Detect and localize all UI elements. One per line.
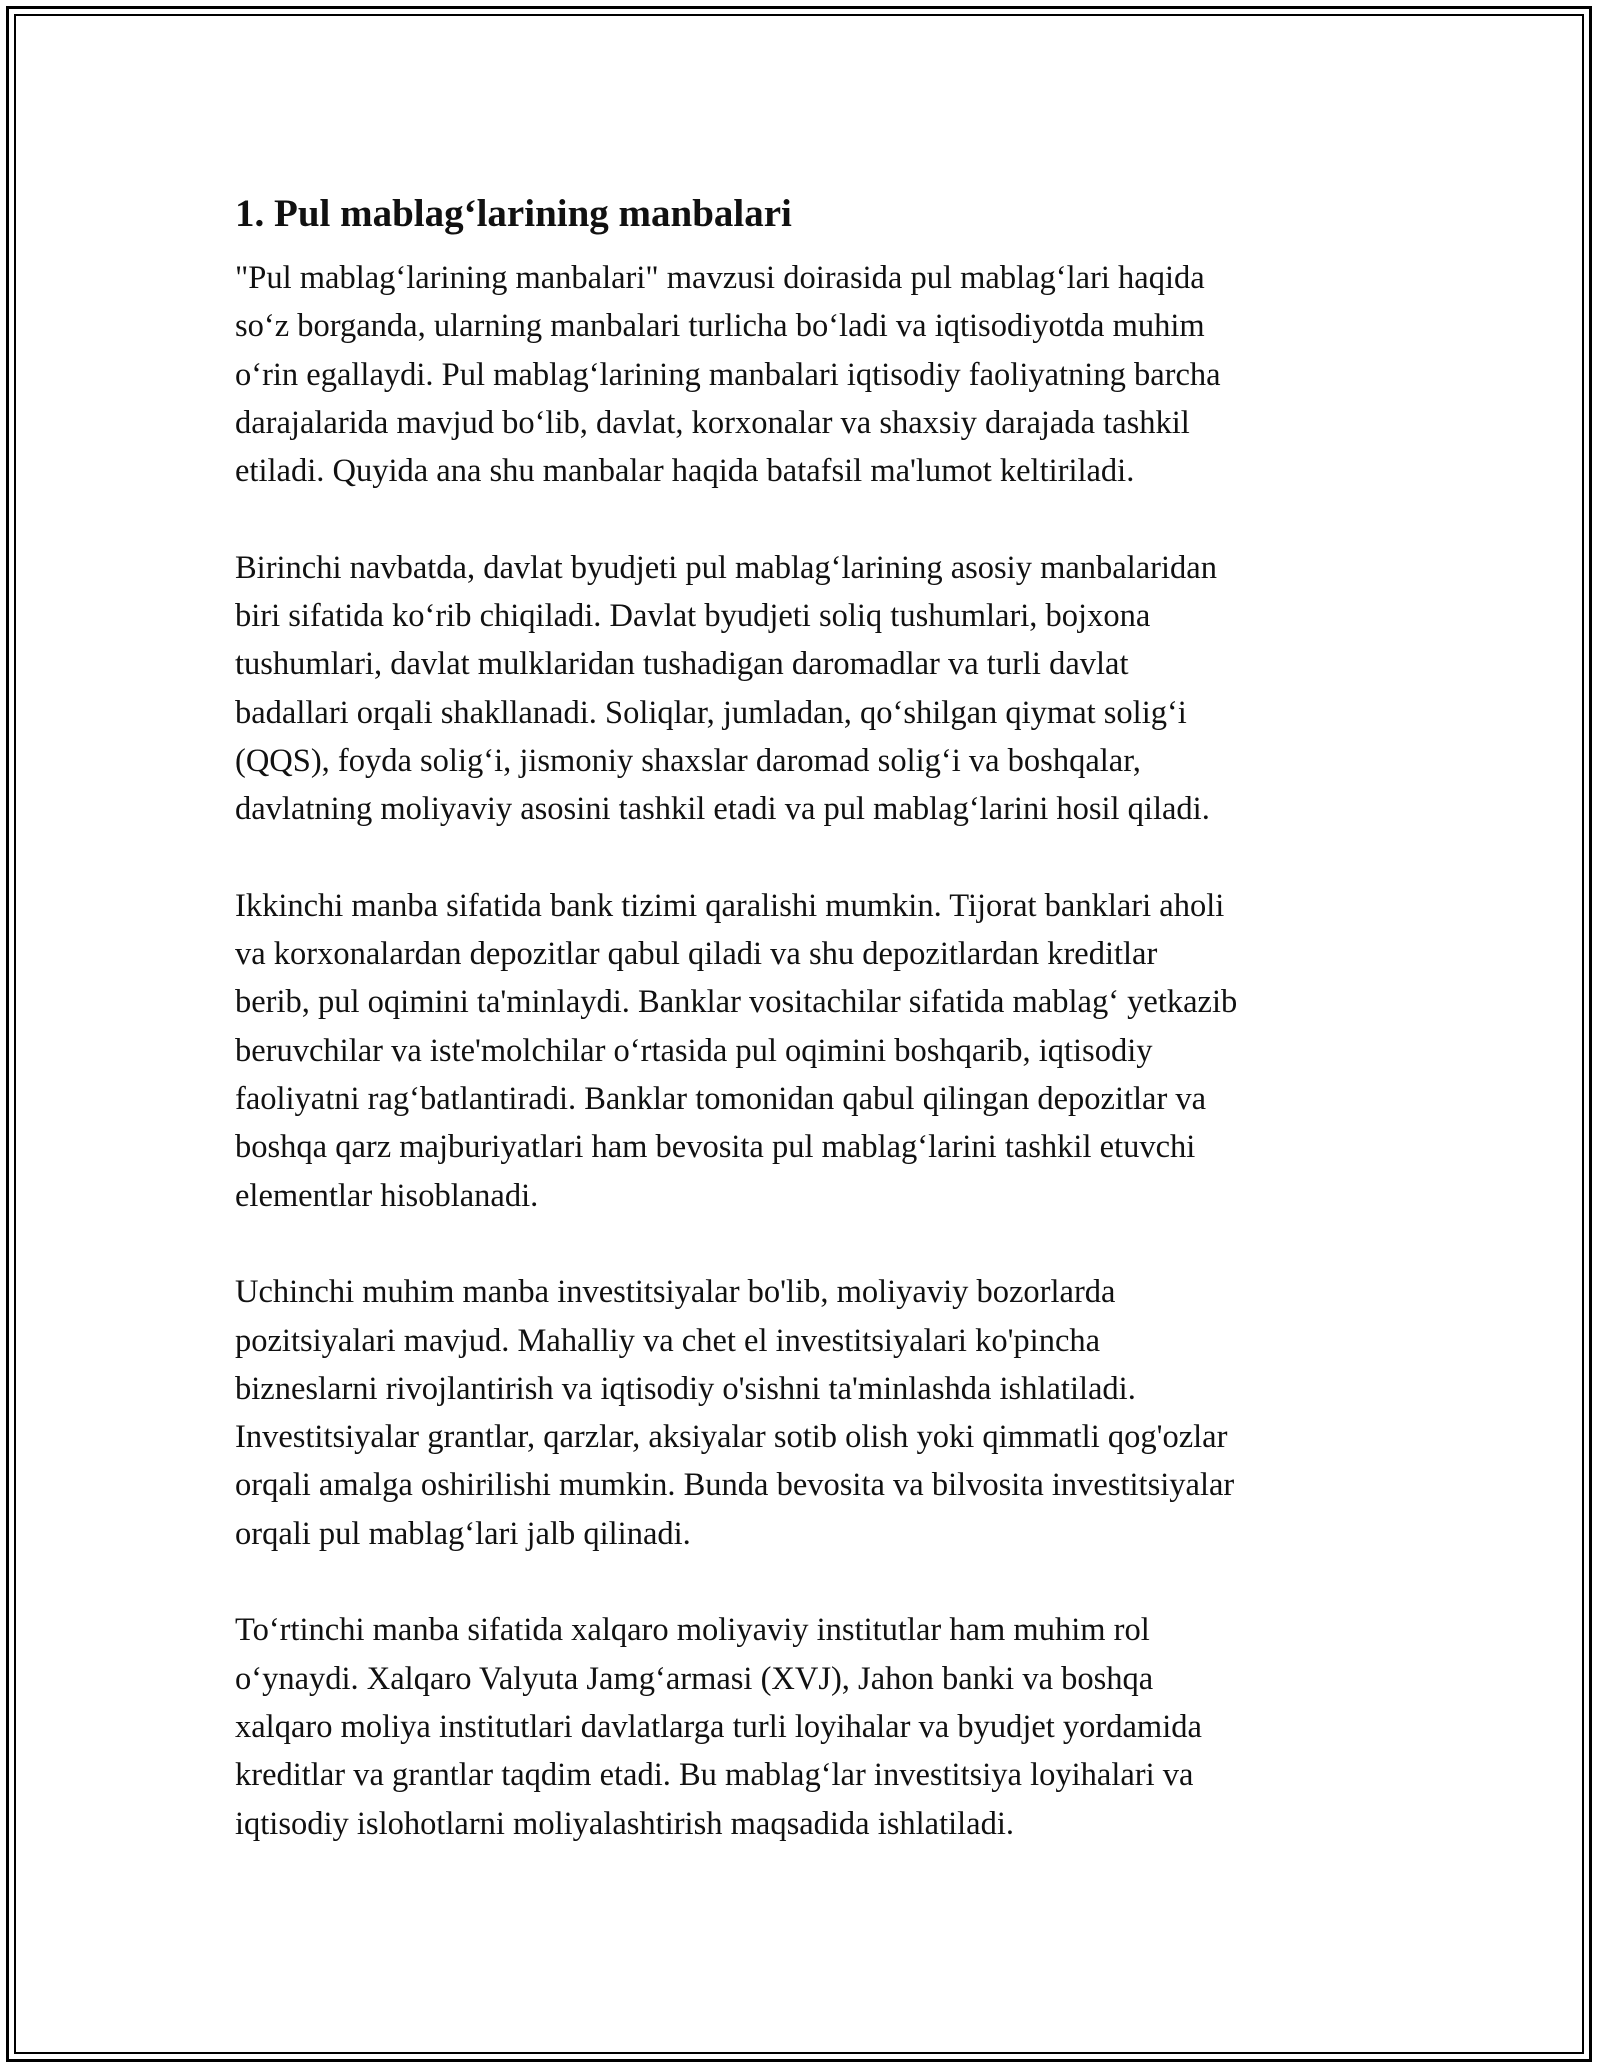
text-line: (QQS), foyda solig‘i, jismoniy shaxslar daromad solig‘i va boshqalar,: [235, 742, 1141, 779]
text-line: iqtisodiy islohotlarni moliyalashtirish maqsadida ishlatiladi.: [235, 1805, 1015, 1842]
paragraph-4: [235, 1268, 1375, 1558]
text-line: Birinchi navbatda, davlat byudjeti pul mablag‘larining asosiy manbalaridan: [235, 549, 1217, 586]
text-line: o‘ynaydi. Xalqaro Valyuta Jamg‘armasi (XVJ), Jahon banki va boshqa: [235, 1660, 1154, 1697]
text-line: Investitsiyalar grantlar, qarzlar, aksiyalar sotib olish yoki qimmatli qog'ozlar: [235, 1419, 1228, 1456]
text-line: pozitsiyalari mavjud. Mahalliy va chet el investitsiyalari ko'pincha: [235, 1322, 1101, 1359]
text-line: davlatning moliyaviy asosini tashkil etadi va pul mablag‘larini hosil qiladi.: [235, 791, 1210, 828]
text-line: tushumlari, davlat mulklaridan tushadigan daromadlar va turli davlat: [235, 646, 1129, 683]
text-line: orqali amalga oshirilishi mumkin. Bunda bevosita va bilvosita investitsiyalar: [235, 1467, 1235, 1504]
text-line: Ikkinchi manba sifatida bank tizimi qaralishi mumkin. Tijorat banklari aholi: [235, 887, 1225, 924]
text-line: boshqa qarz majburiyatlari ham bevosita pul mablag‘larini tashkil etuvchi: [235, 1129, 1196, 1166]
text-line: badallari orqali shakllanadi. Soliqlar, jumladan, qo‘shilgan qiymat solig‘i: [235, 694, 1187, 731]
text-line: xalqaro moliya institutlari davlatlarga turli loyihalar va byudjet yordamida: [235, 1708, 1202, 1745]
text-line: beruvchilar va iste'molchilar o‘rtasida pul oqimini boshqarib, iqtisodiy: [235, 1032, 1153, 1069]
text-line: etiladi. Quyida ana shu manbalar haqida batafsil ma'lumot keltiriladi.: [235, 453, 1135, 490]
text-line: orqali pul mablag‘lari jalb qilinadi.: [235, 1515, 691, 1552]
text-line: elementlar hisoblanadi.: [235, 1177, 539, 1214]
document-body: [235, 186, 1375, 1896]
text-line: Uchinchi muhim manba investitsiyalar bo'lib, moliyaviy bozorlarda: [235, 1274, 1116, 1311]
paragraph-3: [235, 882, 1375, 1220]
paragraph-5: [235, 1606, 1375, 1847]
text-line: faoliyatni rag‘batlantiradi. Banklar tomonidan qabul qilingan depozitlar va: [235, 1081, 1207, 1118]
text-line: darajalarida mavjud bo‘lib, davlat, korxonalar va shaxsiy darajada tashkil: [235, 404, 1190, 441]
text-line: so‘z borganda, ularning manbalari turlicha bo‘ladi va iqtisodiyotda muhim: [235, 308, 1205, 345]
text-line: berib, pul oqimini ta'minlaydi. Banklar vositachilar sifatida mablag‘ yetkazib: [235, 984, 1238, 1021]
text-line: bizneslarni rivojlantirish va iqtisodiy o'sishni ta'minlashda ishlatiladi.: [235, 1370, 1136, 1407]
section-heading: 1. Pul mablag‘larining manbalari: [235, 192, 792, 235]
text-line: va korxonalardan depozitlar qabul qiladi va shu depozitlardan kreditlar: [235, 936, 1158, 973]
text-line: To‘rtinchi manba sifatida xalqaro moliyaviy institutlar ham muhim rol: [235, 1612, 1150, 1649]
paragraph-1: [235, 254, 1375, 495]
text-line: kreditlar va grantlar taqdim etadi. Bu mablag‘lar investitsiya loyihalari va: [235, 1757, 1194, 1794]
text-line: o‘rin egallaydi. Pul mablag‘larining manbalari iqtisodiy faoliyatning barcha: [235, 356, 1221, 393]
text-line: biri sifatida ko‘rib chiqiladi. Davlat byudjeti soliq tushumlari, bojxona: [235, 598, 1151, 635]
paragraph-2: [235, 544, 1375, 834]
text-line: "Pul mablag‘larining manbalari" mavzusi doirasida pul mablag‘lari haqida: [235, 260, 1205, 296]
